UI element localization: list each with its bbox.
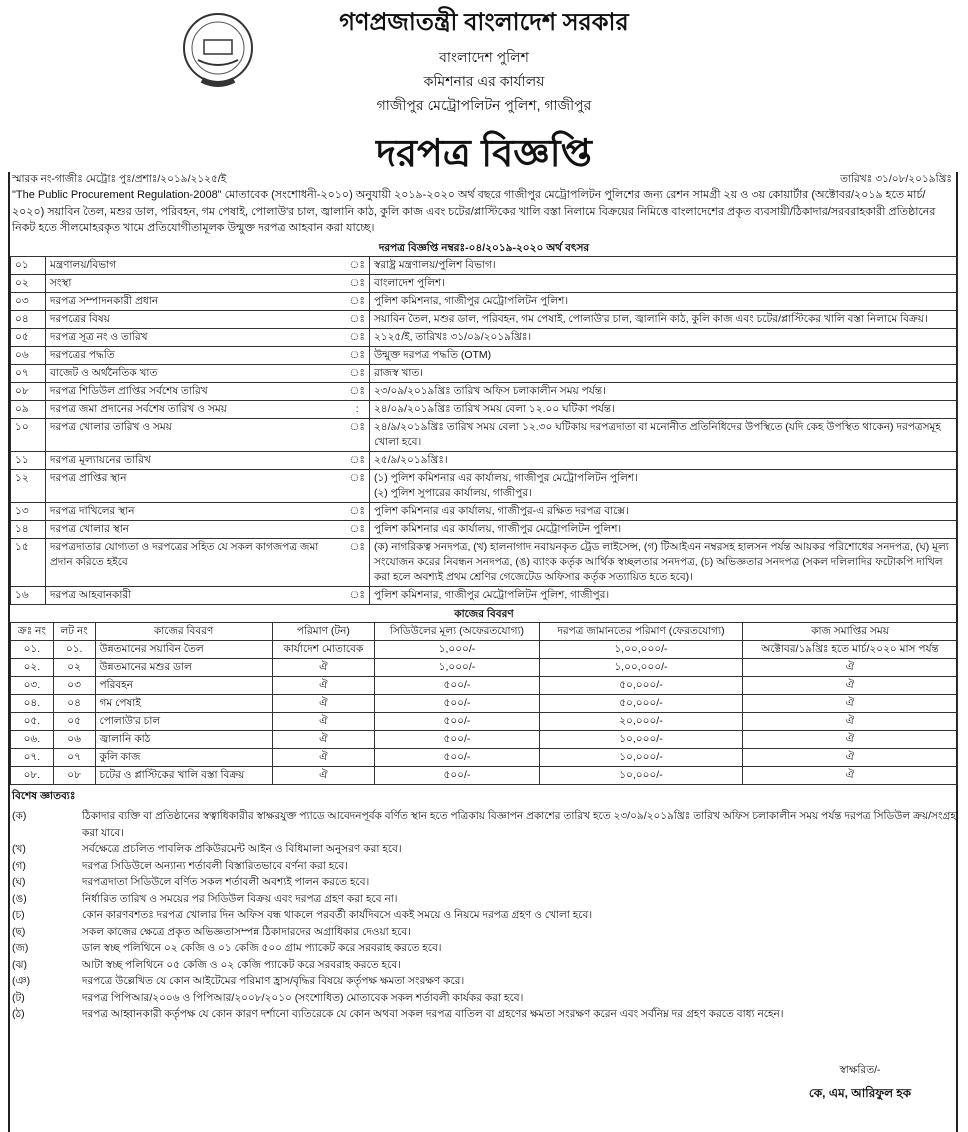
detail-row [11,539,958,587]
note-text: দরপত্র সিডিউলে অন্যান্য শর্তাবলী বিস্তারিতভাবে বর্ণনা করা হবে। [82,859,349,872]
detail-row [11,521,958,539]
detail-separator: ঃ [346,347,370,365]
note-key: (ট) [12,991,25,1004]
detail-separator: ঃ [346,539,370,587]
note-key: (ঙ) [12,892,27,905]
detail-number: ০৬ [11,347,46,365]
detail-separator: ঃ [346,503,370,521]
work-cell: ১০,০০০/- [539,749,742,767]
work-column-header: ক্রঃ নং [11,623,54,641]
detail-value: পুলিশ কমিশনার এর কার্যালয়, গাজীপুর মেট্রোপলিটন পুলিশ। [369,521,957,539]
work-row [11,695,958,713]
note-key: (চ) [12,909,25,921]
detail-separator: ঃ [346,293,370,311]
detail-separator: ঃ [346,419,370,452]
detail-number: ০৭ [11,365,46,383]
detail-number: ০৮ [11,383,46,401]
detail-value: ২৪/০৯/২০১৯খ্রিঃ তারিখ সময় বেলা ১২.০০ ঘটিকা পর্যন্ত। [369,401,957,419]
detail-label: দরপত্র খোলার তারিখ ও সময় [46,419,346,452]
detail-separator: ঃ [346,257,370,275]
detail-label: দরপত্র খোলার স্থান [46,521,346,539]
note-item [12,841,956,858]
detail-row [11,587,958,605]
detail-number: ১৪ [11,521,46,539]
note-key: (ঘ) [12,876,26,888]
note-key: (খ) [12,843,26,855]
note-key: (জ) [12,942,29,954]
work-cell: ৫০০/- [375,749,540,767]
intro-paragraph: "The Public Procurement Regulation-2008" মোতাবেক (সংশোধনী-২০১০) অনুযায়ী ২০১৯-২০২০ অর্থ বছরে গাজীপুর মেট্রোপলিটন পুলিশের জন্য রেশন সামগ্রী ২য় ও ৩য় কোয়ার্টার (অক্টোবর/২০১৯ হতে মার্চ/২০২০) সয়াবিন তৈল, মশুর ডাল, পরিবহন, গম পেষাই, পোলাউ'র চাল, জ্বালানি কাঠ, কুলি কাজ এবং চটের/প্লাস্টিকের খালি বস্তা নিলামে বিক্রয়ের নিমিত্তে বাংলাদেশের প্রকৃত ব্যবসায়ী/ঠিকাদার/সরবরাহকারী প্রতিষ্ঠানের নিকট হতে সীলমোহরকৃত খামে প্রতিযোগীতামূলক উন্মুক্ত দরপত্র আহবান করা যাচ্ছে। [12,189,936,234]
special-notes [12,789,956,1023]
work-row [11,713,958,731]
detail-label: দরপত্র সূত্র নং ও তারিখ [46,329,346,347]
work-cell: ০১. [53,641,95,659]
note-text: সর্বক্ষেত্রে প্রচলিত পাবলিক প্রকিউরমেন্ট আইন ও বিধিমালা অনুসরণ করা হবে। [82,843,402,855]
work-column-header: লট নং [53,623,95,641]
work-cell: ঐ [272,713,374,731]
detail-number: ০১ [11,257,46,275]
detail-label: বাজেট ও অর্থনৈতিক খাত [46,365,346,383]
note-text: দরপত্র আহ্বানকারী কর্তৃপক্ষ যে কোন কারণ দর্শানো ব্যতিরেকে যে কোন অথবা সকল দরপত্র বাতিল বা গ্রহণের ক্ষমতা সংরক্ষণ করেন এবং সর্বনিম্ন দর গ্রহণ করতে বাধ্য নহেন। [82,1008,784,1020]
work-cell: উন্নতমানের মশুর ডাল [95,659,272,677]
detail-label: দরপত্র শিডিউল প্রাপ্তির সর্বশেষ তারিখ [46,383,346,401]
work-cell: পোলাউ'র চাল [95,713,272,731]
note-text: ডাল স্বচ্ছ পলিথিনে ০২ কেজি ও ০১ কেজি ৫০০ গ্রাম প্যাকেট করে সরবরাহ করতে হবে। [82,942,442,954]
govt-title: গণপ্রজাতন্ত্রী বাংলাদেশ সরকার [339,9,629,36]
note-key: (ঠ) [12,1008,25,1020]
detail-row [11,401,958,419]
note-text: সকল কাজের ক্ষেত্রে প্রকৃত অভিজ্ঞতাসম্পন্ন ঠিকাদারদের অগ্রাধিকার দেওয়া হবে। [82,925,411,938]
note-text: দরপত্র পিপিআর/২০০৬ ও পিপিআর/২০০৮/২০১০ (সংশোধিত) মোতাবেক সকল শর্তাবলী কার্যকর করা হবে। [82,991,524,1004]
work-cell: ঐ [272,749,374,767]
work-cell: ঐ [743,767,958,785]
work-cell: গম পেষাই [95,695,272,713]
work-row [11,749,958,767]
work-cell: ১,০০০/- [375,659,540,677]
work-details-title: কাজের বিবরণ [454,608,514,620]
work-cell: ৫০০/- [375,731,540,749]
work-cell: ০৩. [11,677,54,695]
work-cell: ৫০০/- [375,767,540,785]
department: বাংলাদেশ পুলিশ [439,49,529,65]
note-text: নির্ধারিত তারিখ ও সময়ের পর সিডিউল বিক্রয় এবং দরপত্র গ্রহণ করা হবে না। [82,892,398,905]
note-key: (ঞ) [12,975,31,987]
detail-value: (১) পুলিশ কমিশনার এর কার্যালয়, গাজীপুর মেট্রোপলিটন পুলিশ। (২) পুলিশ সুপারের কার্যালয়, গাজীপুর। [369,470,957,503]
work-cell: ০৮ [53,767,95,785]
detail-value: ২৫/৯/২০১৯খ্রিঃ। [369,452,957,470]
note-item [12,1006,956,1023]
work-cell: ৫০০/- [375,695,540,713]
note-item [12,891,956,908]
detail-row [11,347,958,365]
detail-row [11,383,958,401]
note-item [12,924,956,941]
work-column-header: দরপত্র জামানতের পরিমাণ (ফেরতযোগ্য) [539,623,742,641]
detail-label: দরপত্র মূল্যায়নের তারিখ [46,452,346,470]
work-cell: ২০,০০০/- [539,713,742,731]
note-text: দরপত্রে উল্লেখিত যে কোন আইটেমের পরিমাণ হ্রাস/বৃদ্ধির বিষয়ে কর্তৃপক্ষ ক্ষমতা সংরক্ষণ করে। [82,975,465,987]
note-key: (ঝ) [12,958,27,971]
detail-row [11,311,958,329]
work-cell: কার্যাদেশ মোতাবেক [272,641,374,659]
work-row [11,659,958,677]
detail-separator: ঃ [346,452,370,470]
note-item [12,957,956,974]
detail-label: দরপত্রদাতার যোগ্যতা ও দরপত্রের সহিত যে সকল কাগজপত্র জমা প্রদান করিতে হইবে [46,539,346,587]
work-cell: ৫০০/- [375,713,540,731]
notice-date: তারিখঃ ৩১/০৮/২০১৯খ্রিঃ [840,173,952,185]
detail-label: দরপত্র আহবানকারী [46,587,346,605]
detail-row [11,503,958,521]
detail-row [11,419,958,452]
note-text: আটা স্বচ্ছ পলিথিনে ০৫ কেজি ও ০২ কেজি প্যাকেট করে সরবরাহ করতে হবে। [82,958,401,971]
detail-row [11,293,958,311]
detail-number: ০৯ [11,401,46,419]
detail-label: দরপত্র সম্পাদনকারী প্রধান [46,293,346,311]
note-key: (ছ) [12,925,26,938]
detail-row [11,275,958,293]
signed-label: স্বাক্ষরিত/- [839,1064,881,1076]
work-cell: ০৭ [53,749,95,767]
signatory-name: কে, এম, আরিফুল হক [808,1086,912,1100]
work-column-header: পরিমাণ (টন) [272,623,374,641]
detail-value: ২১২৫/ই, তারিখঃ ৩১/০৯/২০১৯খ্রিঃ। [369,329,957,347]
work-cell: ০২. [11,659,54,677]
work-cell: ঐ [743,731,958,749]
detail-row [11,452,958,470]
detail-row [11,470,958,503]
work-cell: ০৮. [11,767,54,785]
detail-row [11,365,958,383]
detail-value: সয়াবিন তৈল, মশুর ডাল, পরিবহন, গম পেষাই, পোলাউ'র চাল, জ্বালানি কাঠ, কুলি কাজ এবং চটের/প্লাস্টিকের খালি বস্তা নিলামে বিক্রয়। [369,311,957,329]
note-item [12,858,956,875]
work-cell: ০৬. [11,731,54,749]
notice-number: দরপত্র বিজ্ঞপ্তি নম্বরঃ-০৪/২০১৯-২০২০ অর্থ বৎসর [378,242,590,254]
work-details-table [10,622,958,785]
work-cell: কুলি কাজ [95,749,272,767]
detail-number: ১০ [11,419,46,452]
work-cell: ঐ [272,695,374,713]
detail-value: (ক) নাগরিকত্ব সনদপত্র, (খ) হালনাগাদ নবায়নকৃত ট্রেড লাইসেন্স, (গ) টিআইএন নম্বরসহ হালসন পর্যন্ত আয়কর পরিশোধের সনদপত্র, (ঘ) মূল্য সংযোজন করের নিবন্ধন সনদপত্র, (ঙ) ব্যাংক কর্তৃক আর্থিক স্বচ্ছলতার সনদপত্র, (চ) অভিজ্ঞতার সনদপত্র (সকল দলিলাদির ফটোকপি দাখিল করা হলে অবশ্যই প্রথম শ্রেণির গেজেটেড অফিসার কর্তৃক সত্যায়িত হতে হবে)। [369,539,957,587]
tender-details-table [10,256,958,605]
work-cell: ০৭. [11,749,54,767]
work-cell: অক্টোবর/১৯খ্রিঃ হতে মার্চ/২০২০ মাস পর্যন্ত [743,641,958,659]
work-cell: ১,০০,০০০/- [539,659,742,677]
work-cell: ঐ [272,659,374,677]
detail-value: পুলিশ কমিশনার, গাজীপুর মেট্রোপলিটন পুলিশ। [369,293,957,311]
work-cell: ঐ [743,695,958,713]
work-row [11,767,958,785]
detail-value: রাজস্ব খাত। [369,365,957,383]
work-cell: ০৪. [11,695,54,713]
note-text: ঠিকাদার ব্যক্তি বা প্রতিষ্ঠানের স্বত্বাধিকারীর স্বাক্ষরযুক্ত প্যাডে আবেদনপূর্বক বর্ণিত স্থান হতে পত্রিকায় বিজ্ঞাপন প্রকাশের তারিখ হতে ২৩/০৯/২০১৯খ্রিঃ তারিখ অফিস চলাকালীন সময় পর্যন্ত দরপত্র সিডিউল ক্রয়/সংগ্রহ করা যাবে। [82,810,956,839]
detail-number: ১৫ [11,539,46,587]
work-cell: ঐ [272,677,374,695]
detail-label: দরপত্র প্রাপ্তির স্থান [46,470,346,503]
work-column-header: সিডিউলের মূল্য (অফেরতযোগ্য) [375,623,540,641]
detail-label: সংস্থা [46,275,346,293]
work-cell: ০৩ [53,677,95,695]
detail-row [11,257,958,275]
work-cell: ০৬ [53,731,95,749]
detail-label: দরপত্রের পদ্ধতি [46,347,346,365]
work-cell: ১,০০০/- [375,641,540,659]
work-cell: ৫০০/- [375,677,540,695]
detail-separator: ঃ [346,587,370,605]
work-cell: ৫০,০০০/- [539,695,742,713]
work-cell: ০৪ [53,695,95,713]
detail-number: ০২ [11,275,46,293]
detail-label: দরপত্র দাখিলের স্থান [46,503,346,521]
detail-separator: ঃ [346,275,370,293]
memo-number: স্মারক নং-গাজীঃ মেট্রোঃ পুঃ/প্রশাঃ/২০১৯/২১২৫/ই [12,173,227,185]
work-cell: উন্নতমানের সয়াবিন তৈল [95,641,272,659]
work-cell: ঐ [743,677,958,695]
work-cell: ঐ [272,731,374,749]
work-cell: ঐ [743,749,958,767]
detail-separator: ঃ [346,311,370,329]
notes-title: বিশেষ জ্ঞাতব্যঃ [12,790,76,802]
note-key: (ক) [12,810,27,822]
detail-number: ০৫ [11,329,46,347]
work-column-header: কাজ সমাপ্তির সময় [743,623,958,641]
detail-number: ১৬ [11,587,46,605]
detail-number: ০৩ [11,293,46,311]
work-cell: ১০,০০০/- [539,767,742,785]
work-row [11,641,958,659]
note-item [12,973,956,990]
work-cell: ০৫. [11,713,54,731]
detail-label: দরপত্র জমা প্রদানের সর্বশেষ তারিখ ও সময় [46,401,346,419]
work-cell: ০১. [11,641,54,659]
note-item [12,808,956,841]
detail-number: ১৩ [11,503,46,521]
detail-label: মন্ত্রণালয়/বিভাগ [46,257,346,275]
detail-number: ০৪ [11,311,46,329]
note-item [12,940,956,957]
detail-separator: ঃ [346,383,370,401]
note-key: (গ) [12,859,26,872]
detail-separator: ঃ [346,470,370,503]
detail-value: বাংলাদেশ পুলিশ। [369,275,957,293]
detail-number: ১১ [11,452,46,470]
work-cell: ১,০০,০০০/- [539,641,742,659]
detail-value: উন্মুক্ত দরপত্র পদ্ধতি (OTM) [369,347,957,365]
work-cell: ০২ [53,659,95,677]
detail-value: পুলিশ কমিশনার এর কার্যালয়, গাজীপুর-এ রক্ষিত দরপত্র বাক্সে। [369,503,957,521]
note-item [12,874,956,891]
work-column-header: কাজের বিবরণ [95,623,272,641]
detail-separator: ঃ [346,521,370,539]
detail-separator: : [346,401,370,419]
office: কমিশনার এর কার্যালয় [423,73,545,89]
work-cell: জ্বালানি কাঠ [95,731,272,749]
note-item [12,907,956,924]
note-item [12,990,956,1007]
work-row [11,677,958,695]
work-cell: ঐ [272,767,374,785]
detail-value: ২৩/০৯/২০১৯খ্রিঃ তারিখ অফিস চলাকালীন সময় পর্যন্ত। [369,383,957,401]
detail-label: দরপত্রের বিষয় [46,311,346,329]
detail-number: ১২ [11,470,46,503]
detail-value: স্বরাষ্ট্র মন্ত্রণালয়/পুলিশ বিভাগ। [369,257,957,275]
detail-separator: ঃ [346,329,370,347]
work-cell: ১০,০০০/- [539,731,742,749]
work-cell: চটের ও প্লাস্টিকের খালি বস্তা বিক্রয় [95,767,272,785]
detail-separator: ঃ [346,365,370,383]
work-cell: ০৫ [53,713,95,731]
work-row [11,731,958,749]
notice-title: দরপত্র বিজ্ঞপ্তি [376,133,592,175]
work-cell: ঐ [743,713,958,731]
note-text: কোন কারণবশতঃ দরপত্র খোলার দিন অফিস বন্ধ থাকলে পরবর্তী কার্যদিবসে একই সময়ে ও নিয়মে দরপত্র গ্রহণ ও খোলা হবে। [82,909,593,921]
work-cell: ৫০,০০০/- [539,677,742,695]
unit: গাজীপুর মেট্রোপলিটন পুলিশ, গাজীপুর [376,97,592,113]
work-cell: ঐ [743,659,958,677]
work-cell: পরিবহন [95,677,272,695]
detail-row [11,329,958,347]
detail-value: ২৪/৯/২০১৯খ্রিঃ তারিখ সময় বেলা ১২.৩০ ঘটিকায় দরপত্রদাতা বা মনোনীত প্রতিনিধিদের উপস্থিতে (যদি কেহ উপস্থিত থাকেন) দরপত্রসমূহ খোলা হবে। [369,419,957,452]
note-text: দরপত্রদাতা সিডিউলে বর্ণিত সকল শর্তাবলী অবশ্যই পালন করতে হবে। [82,876,370,888]
detail-value: পুলিশ কমিশনার, গাজীপুর মেট্রোপলিটন পুলিশ, গাজীপুর। [369,587,957,605]
